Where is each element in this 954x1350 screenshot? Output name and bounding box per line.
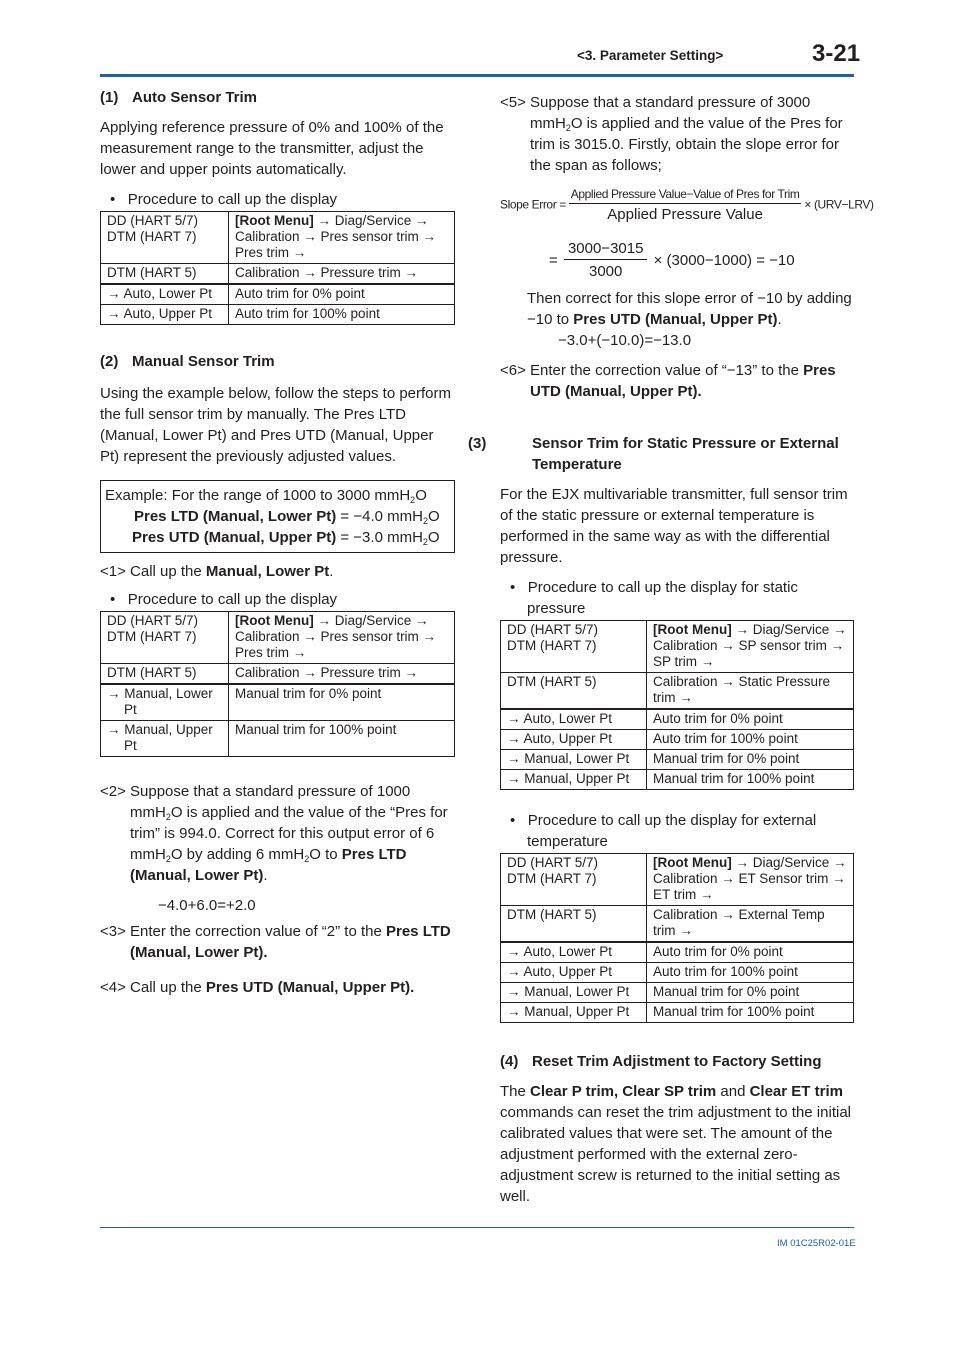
slope-error-calculation: = $\frac{3000-3015}{3000}$ × (3000−1000) = −10 <box>549 240 795 280</box>
footer-rule <box>100 1227 854 1228</box>
paragraph: The Clear P trim, Clear SP trim and Clear ET trim commands can reset the trim adjustment to the initial calibrated values that were set. The amount of the adjustment performed with the external zero-adjustment screw is returned to the initial setting as well. <box>500 1083 851 1205</box>
menu-table: DD (HART 5/7) DTM (HART 7) [Root Menu] → Diag/Service → Calibration → Pres sensor trim → Pres trim → DTM (HART 5) Calibration → Pressure trim → → Manual, Lower Pt Manual trim for 0% point → Manual, Upper Pt Manual trim for 100% point <box>100 611 455 757</box>
heading-auto-sensor-trim: (1) Auto Sensor Trim <box>100 89 258 106</box>
step-6: <6> Enter the correction value of “−13” to the Pres UTD (Manual, Upper Pt). <box>500 362 836 400</box>
menu-table: DD (HART 5/7) DTM (HART 7) [Root Menu] → Diag/Service → Calibration → ET Sensor trim → ET trim → DTM (HART 5) Calibration → External Temp trim → → Auto, Lower Pt Auto trim for 0% point → Auto, Upper Pt Auto trim for 100% point → Manual, Lower Pt Manual trim for 0% point → Manual, Upper Pt Manual trim for 100% point <box>500 853 854 1023</box>
calculation: −4.0+6.0=+2.0 <box>158 897 256 914</box>
step-4: <4> Call up the Pres UTD (Manual, Upper Pt). <box>100 979 415 996</box>
header-rule <box>100 74 854 77</box>
paragraph: Applying reference pressure of 0% and 100% of the measurement range to the transmitter, adjust the lower and upper points automatically. <box>100 119 444 178</box>
paragraph: Using the example below, follow the steps to perform the full sensor trim by manually. The Pres LTD (Manual, Lower Pt) and Pres UTD (Manual, Upper Pt) represent the previously adjusted values. <box>100 385 452 465</box>
section-header: <3. Parameter Setting> <box>577 48 724 63</box>
step-3: <3> Enter the correction value of “2” to the Pres LTD (Manual, Lower Pt). <box>100 923 451 961</box>
calculation: −3.0+(−10.0)=−13.0 <box>558 332 692 349</box>
heading-static-pressure-trim: (3) Sensor Trim for Static Pressure or External Temperature <box>468 435 839 473</box>
bullet-item: • Procedure to call up the display <box>110 591 338 608</box>
right-column <box>468 92 874 1207</box>
menu-table: DD (HART 5/7) DTM (HART 7) [Root Menu] → Diag/Service → Calibration → Pres sensor trim → Pres trim → DTM (HART 5) Calibration → Pressure trim → → Auto, Lower Pt Auto trim for 0% point → Auto, Upper Pt Auto trim for 100% point <box>100 211 455 325</box>
example-box: Example: For the range of 1000 to 3000 mmH$_2$O Pres LTD (Manual, Lower Pt) = −4.0 mmH$_2$O Pres UTD (Manual, Upper Pt) = −3.0 mmH$_2$O <box>100 480 455 553</box>
bullet-item: • Procedure to call up the display for static pressure <box>510 579 798 617</box>
step-2: <2> Suppose that a standard pressure of 1000 mmH$_2$O is applied and the value of the “Pres for trim” is 994.0. Correct for this output error of 6 mmH$_2$O by adding 6 mmH$_2$O to Pres LTD (Manual, Lower Pt). <box>100 783 448 884</box>
heading-reset-trim: (4) Reset Trim Adjistment to Factory Setting <box>500 1053 822 1070</box>
paragraph: For the EJX multivariable transmitter, full sensor trim of the static pressure or external temperature is performed in the same way as with the differential pressure. <box>500 486 848 566</box>
page-number: 3-21 <box>812 40 861 67</box>
left-column <box>100 87 455 998</box>
bullet-item: • Procedure to call up the display <box>110 191 338 208</box>
correction-paragraph: Then correct for this slope error of −10 by adding −10 to Pres UTD (Manual, Upper Pt). <box>527 290 852 328</box>
menu-table: DD (HART 5/7) DTM (HART 7) [Root Menu] → Diag/Service → Calibration → SP sensor trim → SP trim → DTM (HART 5) Calibration → Static Pressure trim → → Auto, Lower Pt Auto trim for 0% point → Auto, Upper Pt Auto trim for 100% point → Manual, Lower Pt Manual trim for 0% point → Manual, Upper Pt Manual trim for 100% point <box>500 620 854 790</box>
heading-manual-sensor-trim: (2) Manual Sensor Trim <box>100 353 275 370</box>
step-1: <1> Call up the Manual, Lower Pt. <box>100 563 334 580</box>
slope-error-formula: Slope Error = $\frac{\text{Applied Pressure Value−Value of Pres for Trim}}{\text{Applied Pressure Value}}$ × (URV−LRV) <box>500 187 874 223</box>
document-id: IM 01C25R02-01E <box>777 1238 856 1249</box>
bullet-item: • Procedure to call up the display for external temperature <box>510 812 817 850</box>
step-5: <5> Suppose that a standard pressure of 3000 mmH$_2$O is applied and the value of the Pres for trim is 3015.0. Firstly, obtain the slope error for the span as follows; <box>500 94 843 174</box>
